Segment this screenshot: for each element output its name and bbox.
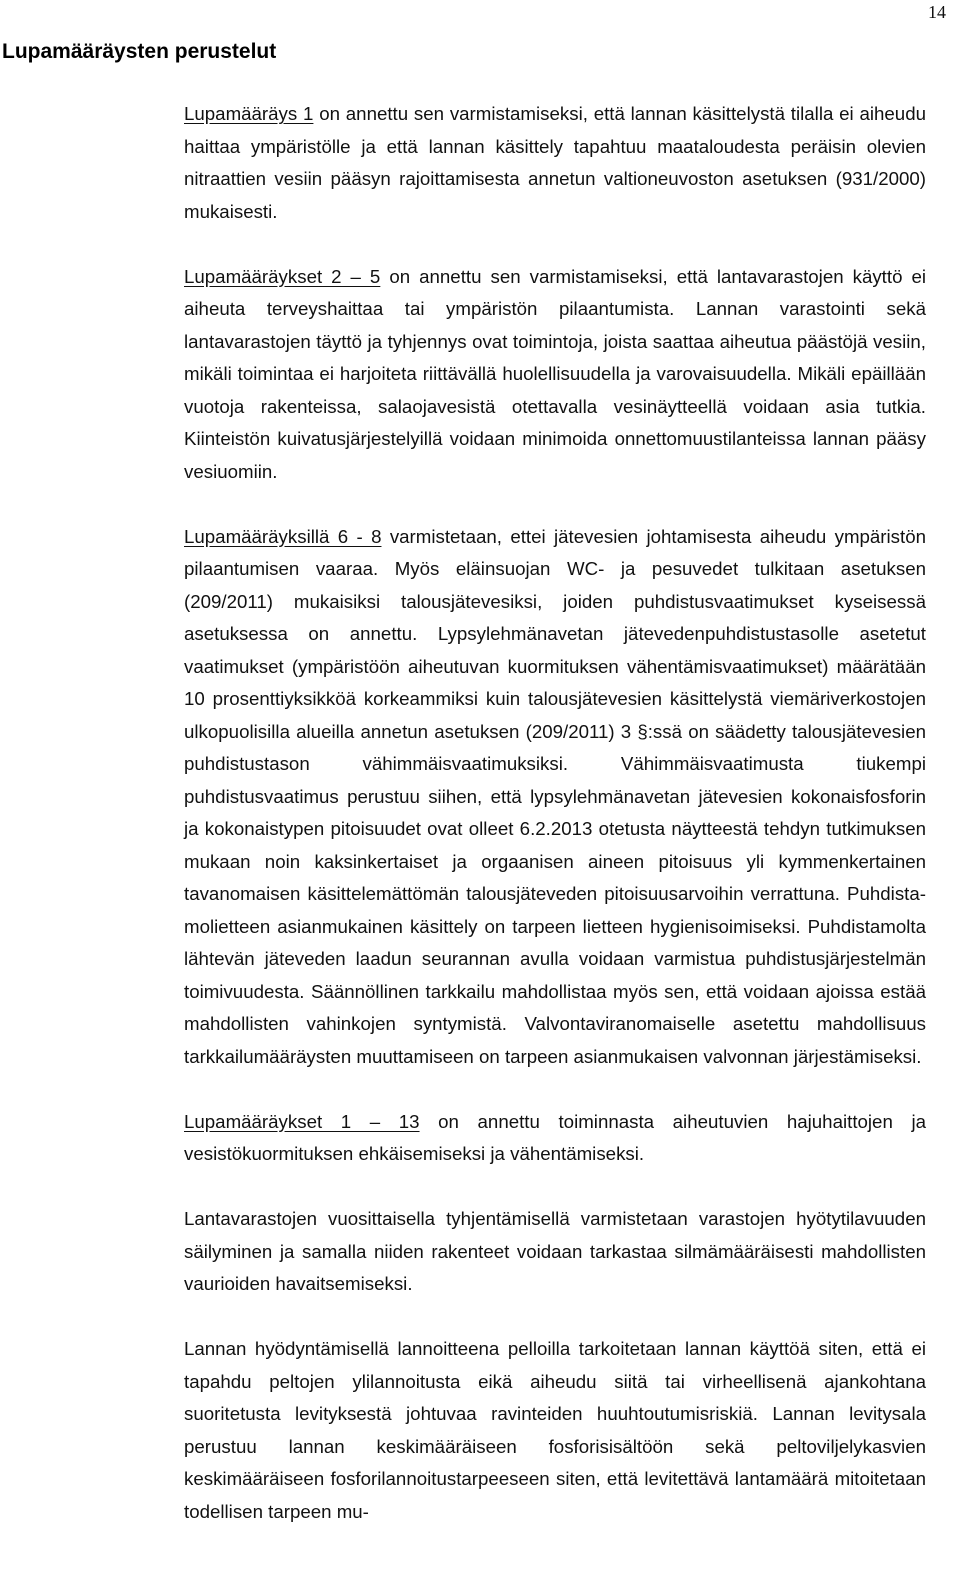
paragraph-3-reference: Lupamääräyksillä 6 - 8 bbox=[184, 525, 382, 547]
document-body bbox=[184, 98, 926, 1561]
paragraph-6-text: Lannan hyödyntämisellä lannoitteena pelloilla tarkoitetaan lannan käyttöä siten, että ei tapahdu peltojen ylilannoitusta eikä aiheudu siitä tai virheellisenä ajankohtana suoritetusta levityksestä johtuvaa ravinteiden huuhtoutumisriskiä. Lannan levitysala perustuu lannan keskimääräiseen fosforisisältöön sekä peltoviljelykasvien keskimääräiseen fosforilannoitustarpeeseen siten, että levitettävä lantamäärä mitoitetaan todellisen tarpeen mu- bbox=[184, 1338, 926, 1522]
paragraph-2-reference: Lupamääräykset 2 – 5 bbox=[184, 265, 381, 287]
paragraph-1 bbox=[184, 98, 926, 228]
paragraph-1-text: on annettu sen varmistamiseksi, että lannan käsittelystä tilalla ei aiheudu haittaa ympäristölle ja että lannan käsittely tapahtuu maataloudesta peräisin olevien nitraattien vesiin pääsyn rajoittamisesta annetun valtioneuvoston asetuksen (931/2000) mukaisesti. bbox=[184, 103, 926, 222]
paragraph-3 bbox=[184, 521, 926, 1074]
paragraph-5-text: Lantavarastojen vuosittaisella tyhjentämisellä varmistetaan varastojen hyötytilavuuden säilyminen ja samalla niiden rakenteet voidaan tarkastaa silmämääräisesti mahdollisten vaurioiden havaitsemiseksi. bbox=[184, 1208, 926, 1294]
paragraph-4 bbox=[184, 1106, 926, 1171]
paragraph-6 bbox=[184, 1333, 926, 1528]
section-heading: Lupamääräysten perustelut bbox=[2, 40, 277, 63]
paragraph-1-reference: Lupamääräys 1 bbox=[184, 103, 314, 124]
paragraph-4-text: on annettu toiminnasta aiheutuvien hajuhaittojen ja vesistökuormituksen ehkäisemiseksi ja vähentämiseksi. bbox=[184, 1110, 926, 1164]
paragraph-2-text: on annettu sen varmistamiseksi, että lantavarastojen käyttö ei aiheuta terveyshaittaa tai ympäristön pilaantumista. Lannan varastointi sekä lantavarastojen täyttö ja tyhjennys ovat toimintoja, joista saattaa aiheutua päästöjä vesiin, mikäli toimintaa ei harjoiteta riittävällä huolellisuudella ja varovaisuudella. Mikäli epäillään vuotoja rakenteissa, salaojavesistä otettavalla vesinäytteellä voidaan asia tutkia. Kiinteistön kuivatusjärjestelyillä voidaan minimoida onnettomuustilanteissa lannan pääsy vesiuomiin. bbox=[184, 265, 926, 482]
page-number: 14 bbox=[928, 2, 946, 22]
paragraph-4-reference: Lupamääräykset 1 – 13 bbox=[184, 1110, 420, 1132]
paragraph-3-text: varmistetaan, ettei jätevesien johtamisesta aiheudu ympäristön pilaantumisen vaaraa. Myös eläinsuojan WC- ja pesuvedet tulkitaan asetuksen (209/2011) mukaisiksi talousjätevesiksi, joiden puhdistusvaatimukset kyseisessä asetuksessa on annettu. Lypsylehmänavetan jätevedenpuhdistustasolle asetetut vaatimukset (ympäristöön aiheutuvan kuormituksen vähentämisvaatimukset) määrätään 10 prosenttiyksikköä korkeammiksi kuin talousjätevesien käsittelystä viemäriverkostojen ulkopuolisilla alueilla annetun asetuksen (209/2011) 3 §:ssä on säädetty talousjätevesien puhdistustason vähimmäisvaatimuksiksi. Vähimmäisvaatimusta tiukempi puhdistusvaatimus perustuu siihen, että lypsylehmänavetan jätevesien kokonaisfosforin ja kokonaistypen pitoisuudet ovat olleet 6.2.2013 otetusta näytteestä tehdyn tutkimuksen mukaan noin kaksinkertaiset ja orgaanisen aineen pitoisuus yli kymmenkertainen tavanomaisen käsittelemättömän talousjäteveden pitoisuusarvoihin verrattuna. Puhdistamolietteen asianmukainen käsittely on tarpeen lietteen hygienisoimiseksi. Puhdistamolta lähtevän jäteveden laadun seurannan avulla voidaan varmistua puhdistusjärjestelmän toimivuudesta. Säännöllinen tarkkailu mahdollistaa myös sen, että voidaan ajoissa estää mahdollisten vahinkojen syntymistä. Valvontaviranomaiselle asetettu mahdollisuus tarkkailumääräysten muuttamiseen on tarpeen asianmukaisen valvonnan järjestämiseksi. bbox=[184, 525, 926, 1067]
paragraph-5 bbox=[184, 1203, 926, 1301]
paragraph-2 bbox=[184, 261, 926, 489]
